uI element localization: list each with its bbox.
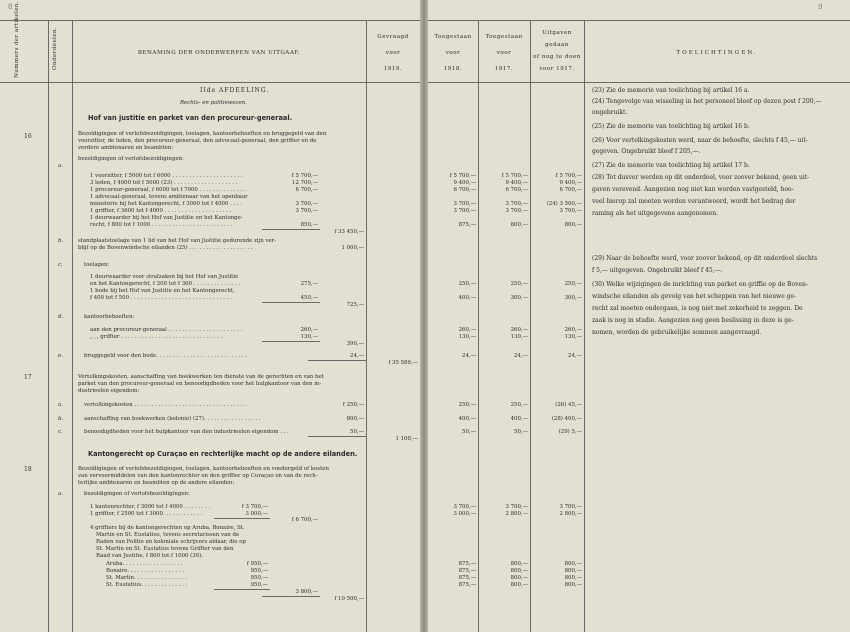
art18-intro-1: Bezoldigingen of verlofsbezoldigingen, toelagen, kantoorbehoeften en voedergeld of kosten (78, 466, 329, 472)
art16-d-line-0: aan den procureur-generaal . . . . . . . . . . . . . . . . . . . . . . (90, 327, 243, 333)
art16-d-amount-0: 260,— (300, 327, 318, 333)
r16a-1917-0: f 5 700,— (501, 173, 528, 179)
rule-spent (584, 20, 585, 632)
r16a-1917-7: 800,— (510, 222, 528, 228)
art18-g-line-1: Martin en St. Eustatius, tevens secretarissen van de (96, 532, 240, 538)
art16-c-line-3: f 400 tot f 500 . . . . . . . . . . . . . . . . . . . . . . . . . . . . . . (90, 295, 232, 301)
r17a-1918: 250,— (458, 402, 476, 408)
article-18-number: 18 (24, 466, 32, 473)
r16a-1917-2: 6 700,— (505, 187, 528, 193)
r18i-spent-3: 800,— (564, 582, 582, 588)
art17-b-line: aanschaffing van boekwerken (kolonie) (27). . . . . . . . . . . . . . . . . (84, 416, 261, 422)
art16-a-amount-0: f 5 700,— (291, 173, 318, 179)
r18i-spent-1: 800,— (564, 568, 582, 574)
left-page (0, 0, 420, 632)
header-1917-1: Toegestaan (485, 34, 523, 40)
r16c-spent-1: 300,— (564, 295, 582, 301)
art18-intro-3: terlijke ambtenaren en beambten op de andere eilanden: (78, 480, 235, 486)
r17c-1918: 50,— (462, 429, 476, 435)
note-24-cont: ongebruikt. (592, 109, 628, 116)
art16-total-requested: f 35 589,— (388, 360, 418, 366)
r16c-spent-0: 250,— (564, 281, 582, 287)
art16-c-total: 725,— (346, 302, 364, 308)
art17-a-amount: f 250,— (342, 402, 364, 408)
rule-desc (366, 20, 367, 632)
art18-intro-2: van vervoermiddelen van den kantonrechter en den griffier op Curaçao en van de rech- (78, 473, 318, 479)
art18-island-amount-1: 950,— (250, 568, 268, 574)
note-28-cont-1: gaven verevend. Aangezien nog niet kan worden vastgesteld, hoe- (592, 186, 794, 193)
rule-sub (72, 20, 73, 632)
r17a-1917: 250,— (510, 402, 528, 408)
art16-a-amount-7: 850,— (300, 222, 318, 228)
art16-c-label: c. (58, 262, 63, 268)
art16-d-label: d. (58, 314, 64, 320)
art16-c-amount-0: 275,— (300, 281, 318, 287)
art17-b-amount: 800,— (346, 416, 364, 422)
r16d-1918-1: 130,— (458, 334, 476, 340)
r18a-spent-0: 3 700,— (559, 504, 582, 510)
header-1917-3: 1917. (494, 66, 514, 72)
art18-g-line-2: Raden van Politie en koloniale schrijvers aldaar, die op (96, 539, 246, 545)
art17-c-amount: 50,— (350, 429, 364, 435)
art16-a-line-3: 1 advocaat-generaal, tevens ambtenaar van het openbaar (90, 194, 248, 200)
r18i-spent-2: 800,— (564, 575, 582, 581)
r16a-1918-5: 3 700,— (453, 208, 476, 214)
left-page-number: 8 (8, 3, 13, 11)
heading-hof-van-justitie: Hof van justitie en parket van den procureur-generaal. (88, 114, 293, 122)
art18-a-title: bezoldigingen of verlofsbezoldigingen: (84, 491, 190, 497)
r18i-1918-2: 875,— (458, 575, 476, 581)
section-title: IIde AFDEELING. (200, 87, 270, 94)
rule-1918 (478, 20, 479, 632)
r16c-1918-0: 250,— (458, 281, 476, 287)
r18a-spent-1: 2 800,— (559, 511, 582, 517)
header-spent-1: Uitgaven (542, 30, 572, 36)
art18-island-amount-0: f 950,— (246, 561, 268, 567)
r17c-1917: 50,— (514, 429, 528, 435)
art17-intro-3: dustrieelen eigendom: (78, 388, 140, 394)
r16a-spent-7: 800,— (564, 222, 582, 228)
art16-intro-1: Bezoldigingen of verlofsbezoldigingen, toelagen, kantoorbehoeften en bruggegeld van den (78, 131, 327, 137)
r17b-1918: 400,— (458, 416, 476, 422)
art16-a-amount-2: 6 700,— (295, 187, 318, 193)
art16-c-title: toelagen: (84, 262, 110, 268)
header-spent-2: gedaan (545, 42, 569, 48)
header-1917-2: voor (496, 50, 512, 56)
art18-g-line-0: 4 griffiers bij de kantongerechten op Aruba, Bonaire, St. (90, 525, 245, 531)
art18-island-st-eustatius: St. Eustatius. . . . . . . . . . . . . . (106, 582, 188, 588)
art18-island-bonaire: Bonaire. . . . . . . . . . . . . . . . . (106, 568, 184, 574)
art18-island-amount-3: 950,— (250, 582, 268, 588)
art17-c-label: c. (58, 429, 63, 435)
note-30-cont-4: nomen, worden de gebruikelijke sommen aangevraagd. (592, 329, 762, 336)
header-bottom-rule (0, 82, 420, 83)
note-30-cont-2: recht zal moeten ondergaan, is nog niet met zekerheid te zeggen. De (592, 305, 803, 312)
r16a-1917-1: 9 400,— (505, 180, 528, 186)
art16-e-amount: 24,— (350, 353, 364, 359)
rule-1917 (530, 20, 531, 632)
r18i-1917-2: 800,— (510, 575, 528, 581)
rule-articles (48, 20, 49, 632)
art16-a-title: bezoldigingen of verlofsbezoldigingen: (78, 156, 184, 162)
art16-a-line-5: 1 griffier, f 3600 tot f 4000 . . . . . . . . . . . . . . . . . . . . (90, 208, 232, 214)
r16e-1917: 24,— (514, 353, 528, 359)
r16e-spent: 24,— (568, 353, 582, 359)
header-subdivisions: Onderdeelen. (52, 26, 58, 70)
r-header-top-rule (428, 20, 850, 21)
art16-b-line-1: blijf op de Bovenwindsche eilanden (25) . . . . . . . . . . . . . . . . . . . (78, 245, 253, 251)
header-requested-3: 1919. (383, 66, 403, 72)
art18-g-line-4: Raad van Justitie, f 800 tot f 1000 (30). (96, 553, 203, 559)
r16a-spent-2: 6 700,— (559, 187, 582, 193)
r16c-1918-1: 400,— (458, 295, 476, 301)
r16a-1917-4: 3 700,— (505, 201, 528, 207)
art16-b-label: b. (58, 238, 64, 244)
art18-a-inner-1: 3 000,— (245, 511, 268, 517)
header-top-rule (0, 20, 420, 21)
art18-a-subtotal: f 6 700,— (291, 517, 318, 523)
r16d-1918-0: 260,— (458, 327, 476, 333)
r16d-1917-1: 130,— (510, 334, 528, 340)
note-27: (27) Zie de memorie van toelichting bij artikel 17 b. (592, 162, 750, 169)
r17a-spent: (26) 45,— (555, 402, 582, 408)
note-23: (23) Zie de memorie van toelichting bij artikel 16 a. (592, 87, 750, 94)
art17-a-label: a. (58, 402, 63, 408)
r18a-1918-0: 3 700,— (453, 504, 476, 510)
art16-e-line: bruggegeld voor den bode. . . . . . . . . . . . . . . . . . . . . . . . . . . (84, 353, 247, 359)
r18i-1917-3: 800,— (510, 582, 528, 588)
r16d-spent-1: 130,— (564, 334, 582, 340)
art16-a-line-4: ministerie bij het Kantongerecht, f 3000 tot f 4000 . . . . (90, 201, 243, 207)
note-29: (29) Naar de behoefte werd, voor zoover bekend, op dit onderdeel slechts (592, 255, 818, 262)
art16-a-line-2: 1 procureur-generaal, f 6000 tot f 7000 . . . . . . . . . . . . . . (90, 187, 246, 193)
art17-b-label: b. (58, 416, 64, 422)
note-28: (28) Tot dusver werden op dit onderdeel, voor zoover bekend, geen uit- (592, 174, 810, 181)
header-spent-4: voor 1917. (539, 66, 575, 72)
art16-e-label: e. (58, 353, 63, 359)
header-article-numbers: Nummers der artikelen. (14, 0, 20, 78)
r18i-1918-0: 875,— (458, 561, 476, 567)
r16a-1918-2: 6 700,— (453, 187, 476, 193)
note-29-cont: f 5,— uitgegeven. Ongebruikt bleef f 45,—. (592, 267, 723, 274)
art16-a-line-0: 1 voorzitter, f 5000 tot f 6000 . . . . . . . . . . . . . . . . . . . . . (90, 173, 243, 179)
r18a-1918-1: 3 000,— (453, 511, 476, 517)
r18i-1917-1: 800,— (510, 568, 528, 574)
r16a-1918-0: f 5 700,— (449, 173, 476, 179)
r16d-spent-0: 260,— (564, 327, 582, 333)
note-24: (24) Tengevolge van wisseling in het personeel bleef op dezen post f 200,— (592, 98, 822, 105)
art16-d-amount-1: 130,— (300, 334, 318, 340)
art16-c-line-1: en het Kantongerecht, f 200 tot f 300 . . . . . . . . . . . . . . (90, 281, 240, 287)
art18-island-aruba: Aruba. . . . . . . . . . . . . . . . . . (106, 561, 183, 567)
art17-intro-2: parket van den procureur-generaal en benoodigdheden voor het hulpkantoor van den in- (78, 381, 322, 387)
r18a-1917-0: 3 700,— (505, 504, 528, 510)
art18-a-label: a. (58, 491, 63, 497)
r17c-spent: (29) 5,— (558, 429, 582, 435)
note-25: (25) Zie de memorie van toelichting bij artikel 16 b. (592, 123, 750, 130)
note-26: (26) Voor vertolkingskosten werd, naar de behoefte, slechts f 45,— uit- (592, 137, 808, 144)
r16d-1917-0: 260,— (510, 327, 528, 333)
header-1918-2: voor (445, 50, 461, 56)
book-gutter (420, 0, 428, 632)
section-subtitle: Rechts- en politiewezen. (180, 100, 247, 106)
art17-a-line: vertolkingskosten . . . . . . . . . . . . . . . . . . . . . . . . . . . . . . . . . (84, 402, 246, 408)
art16-a-total: f 33 450,— (334, 229, 364, 235)
header-spent-3: of nog te doen (533, 54, 581, 60)
art16-d-title: kantoorbehoeften: (84, 314, 135, 320)
art16-a-amount-4: 3 700,— (295, 201, 318, 207)
r16c-1917-0: 250,— (510, 281, 528, 287)
header-1918-3: 1918. (443, 66, 463, 72)
article-16-number: 16 (24, 133, 32, 140)
note-28-cont-3: raming als het uitgegevene aangenomen. (592, 210, 719, 217)
r18i-spent-0: 800,— (564, 561, 582, 567)
r17b-1917: 400,— (510, 416, 528, 422)
note-30: (30) Welke wijzigingen de inrichting van parket en griffie op de Boven- (592, 281, 808, 288)
r16a-1918-7: 875,— (458, 222, 476, 228)
art18-island-st-martin: St. Martin. . . . . . . . . . . . . . . . (106, 575, 188, 581)
heading-kantongerecht: Kantongerecht op Curaçao en rechterlijke macht op de andere eilanden. (88, 450, 358, 458)
r16a-spent-5: 3 700,— (559, 208, 582, 214)
r18i-1918-1: 875,— (458, 568, 476, 574)
art18-a-line-0: 1 kantonrechter, f 3000 tot f 4000 . . . . . . . . (90, 504, 211, 510)
r18a-1917-1: 2 800,— (505, 511, 528, 517)
r16a-1917-5: 3 700,— (505, 208, 528, 214)
art16-intro-2: voorzitter, de leden, den procureur-generaal, den advocaat-generaal, den griffier en de (78, 138, 317, 144)
art16-d-line-1: ,, ,, griffier . . . . . . . . . . . . . . . . . . . . . . . . . . . . . . (90, 334, 223, 340)
r16a-spent-4: (24) 3 500,— (546, 201, 582, 207)
art16-a-amount-5: 3 700,— (295, 208, 318, 214)
art16-sum-rule (308, 360, 366, 361)
art16-b-amount: 1 000,— (341, 245, 364, 251)
r16a-spent-1: 9 400,— (559, 180, 582, 186)
r18i-1917-0: 800,— (510, 561, 528, 567)
art18-a-inner-0: f 3 700,— (241, 504, 268, 510)
art18-a-line-1: 1 griffier, f 2500 tot f 3000. . . . . . . . . . . . (90, 511, 203, 517)
art16-c-line-0: 1 deurwaarder voor strafzaken bij het Hof van Justitie (90, 274, 239, 280)
r16a-1918-4: 3 700,— (453, 201, 476, 207)
note-30-cont-3: zaak is nog in studie. Aangezien nog geen beslissing in deze is ge- (592, 317, 794, 324)
r16c-1917-1: 300,— (510, 295, 528, 301)
art16-d-total: 390,— (346, 341, 364, 347)
art16-a-line-7: recht, f 800 tot f 1000 . . . . . . . . . . . . . . . . . . . . . . . . (90, 222, 233, 228)
art18-g-line-3: St. Martin en St. Eustatius tevens Griffier van den (96, 546, 234, 552)
r16e-1918: 24,— (462, 353, 476, 359)
art16-b-line-0: standplaatstoelage van 1 lid van het Hof van Justitie gedurende zijn ver- (78, 238, 277, 244)
article-17-number: 17 (24, 374, 32, 381)
r16a-spent-0: f 5 700,— (555, 173, 582, 179)
header-requested-2: voor (385, 50, 401, 56)
right-page-number: 9 (818, 3, 823, 11)
art16-a-line-6: 1 deurwaarder bij het Hof van Justitie en het Kantonge- (90, 215, 243, 221)
header-description: BENAMING DER ONDERWERPEN VAN UITGAAF. (137, 50, 301, 56)
note-28-cont-2: veel hierop zal moeten worden verantwoord, wordt het bedrag der (592, 198, 796, 205)
r16a-1918-1: 9 400,— (453, 180, 476, 186)
art17-sum-rule (308, 436, 366, 437)
r18i-1918-3: 875,— (458, 582, 476, 588)
art18-island-amount-2: 950,— (250, 575, 268, 581)
right-page (428, 0, 850, 632)
art16-a-label: a. (58, 163, 63, 169)
header-requested-1: Gevraagd (377, 34, 409, 40)
r-header-bottom-rule (428, 82, 850, 83)
note-26-cont: gegeven. Ongebruikt bleef f 205,—. (592, 148, 701, 155)
art18-islands-subtotal: 3 800,— (295, 589, 318, 595)
art18-a-total: f 10 500,— (334, 596, 364, 602)
art16-a-amount-1: 12 700,— (292, 180, 318, 186)
art16-c-line-2: 1 bode bij het Hof van Justitie en het Kantongerecht, (90, 288, 235, 294)
art16-a-line-1: 3 leden, f 4000 tot f 5000 (23) . . . . . . . . . . . . . . . . . . . (90, 180, 238, 186)
note-30-cont-1: windsche eilanden als gevolg van het scheppen van het nieuwe ge- (592, 293, 797, 300)
header-notes: TOELICHTINGEN. (676, 50, 758, 56)
art17-intro-1: Vertolkingskosten, aanschaffing van boekwerken ten dienste van de gerechten en van het (78, 374, 324, 380)
art17-total-requested: 1 100,— (395, 436, 418, 442)
art16-intro-3: verdere ambtenaren en beambten: (78, 145, 174, 151)
r17b-spent: (28) 400,— (551, 416, 582, 422)
art16-c-amount-1: 450,— (300, 295, 318, 301)
header-1918-1: Toegestaan (434, 34, 472, 40)
art17-c-line: benoodigdheden voor het hulpkantoor van den industrieelen eigendom . . . (84, 429, 289, 435)
